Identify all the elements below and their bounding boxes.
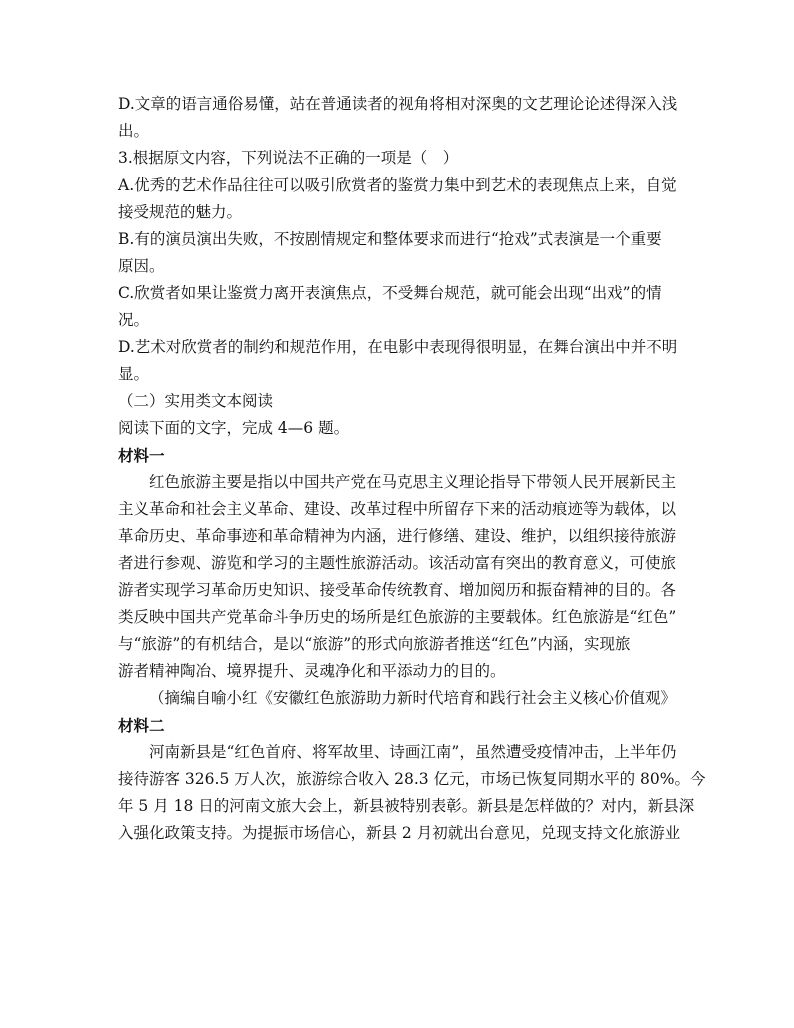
section-instruction: 阅读下面的文字，完成 4—6 题。 [118, 419, 350, 437]
document-page [118, 91, 706, 847]
q3-option-b-line1: B.有的演员演出失败，不按剧情规定和整体要求而进行“抢戏”式表演是一个重要 [118, 230, 662, 248]
q3-option-d-line1: D.艺术对欣赏者的制约和规范作用，在电影中表现得很明显，在舞台演出中并不明 [118, 338, 678, 356]
material2-line: 接待游客 326.5 万人次，旅游综合收入 28.3 亿元，市场已恢复同期水平的 80%。今 [118, 770, 706, 788]
material2-line: 入强化政策支持。为提振市场信心，新县 2 月初就出台意见，兑现支持文化旅游业 [118, 824, 681, 842]
material1-line: 游者精神陶冶、境界提升、灵魂净化和平添动力的目的。 [118, 662, 506, 680]
q3-option-b-line2: 原因。 [118, 257, 165, 275]
material1-line: 红色旅游主要是指以中国共产党在马克思主义理论指导下带领人民开展新民主 [149, 473, 677, 491]
material1-line: 者进行参观、游览和学习的主题性旅游活动。该活动富有突出的教育意义，可使旅 [118, 554, 677, 572]
q2-option-d-line1: D.文章的语言通俗易懂，站在普通读者的视角将相对深奥的文艺理论论述得深入浅 [118, 95, 678, 113]
material2-title: 材料二 [118, 716, 165, 735]
material1-line: 革命历史、革命事迹和革命精神为内涵，进行修缮、建设、维护，以组织接待旅游 [118, 527, 677, 545]
q3-option-c-line1: C.欣赏者如果让鉴赏力离开表演焦点，不受舞台规范，就可能会出现“出戏”的情 [118, 284, 662, 302]
material2-line: 河南新县是“红色首府、将军故里、诗画江南”，虽然遭受疫情冲击，上半年仍 [149, 743, 677, 761]
material1-title: 材料一 [118, 446, 165, 465]
material1-line: 游者实现学习革命历史知识、接受革命传统教育、增加阅历和振奋精神的目的。各 [118, 581, 677, 599]
q3-option-d-line2: 显。 [118, 365, 150, 383]
material1-source: （摘编自喻小红《安徽红色旅游助力新时代培育和践行社会主义核心价值观》 [149, 689, 677, 707]
q3-stem: 3.根据原文内容，下列说法不正确的一项是（ ） [118, 149, 459, 167]
q3-option-c-line2: 况。 [118, 311, 150, 329]
section-heading: （二）实用类文本阅读 [118, 392, 274, 410]
material1-line: 类反映中国共产党革命斗争历史的场所是红色旅游的主要载体。红色旅游是“红色” [118, 608, 677, 626]
q3-option-a-line1: A.优秀的艺术作品往往可以吸引欣赏者的鉴赏力集中到艺术的表现焦点上来，自觉 [118, 176, 677, 194]
q2-option-d-line2: 出。 [118, 122, 150, 140]
material1-line: 与“旅游”的有机结合，是以“旅游”的形式向旅游者推送“红色”内涵，实现旅 [118, 635, 631, 653]
material2-line: 年 5 月 18 日的河南文旅大会上，新县被特别表彰。新县是怎样做的？对内，新县深 [118, 797, 695, 815]
material1-line: 主义革命和社会主义革命、建设、改革过程中所留存下来的活动痕迹等为载体，以 [118, 500, 677, 518]
q3-option-a-line2: 接受规范的魅力。 [118, 203, 243, 221]
